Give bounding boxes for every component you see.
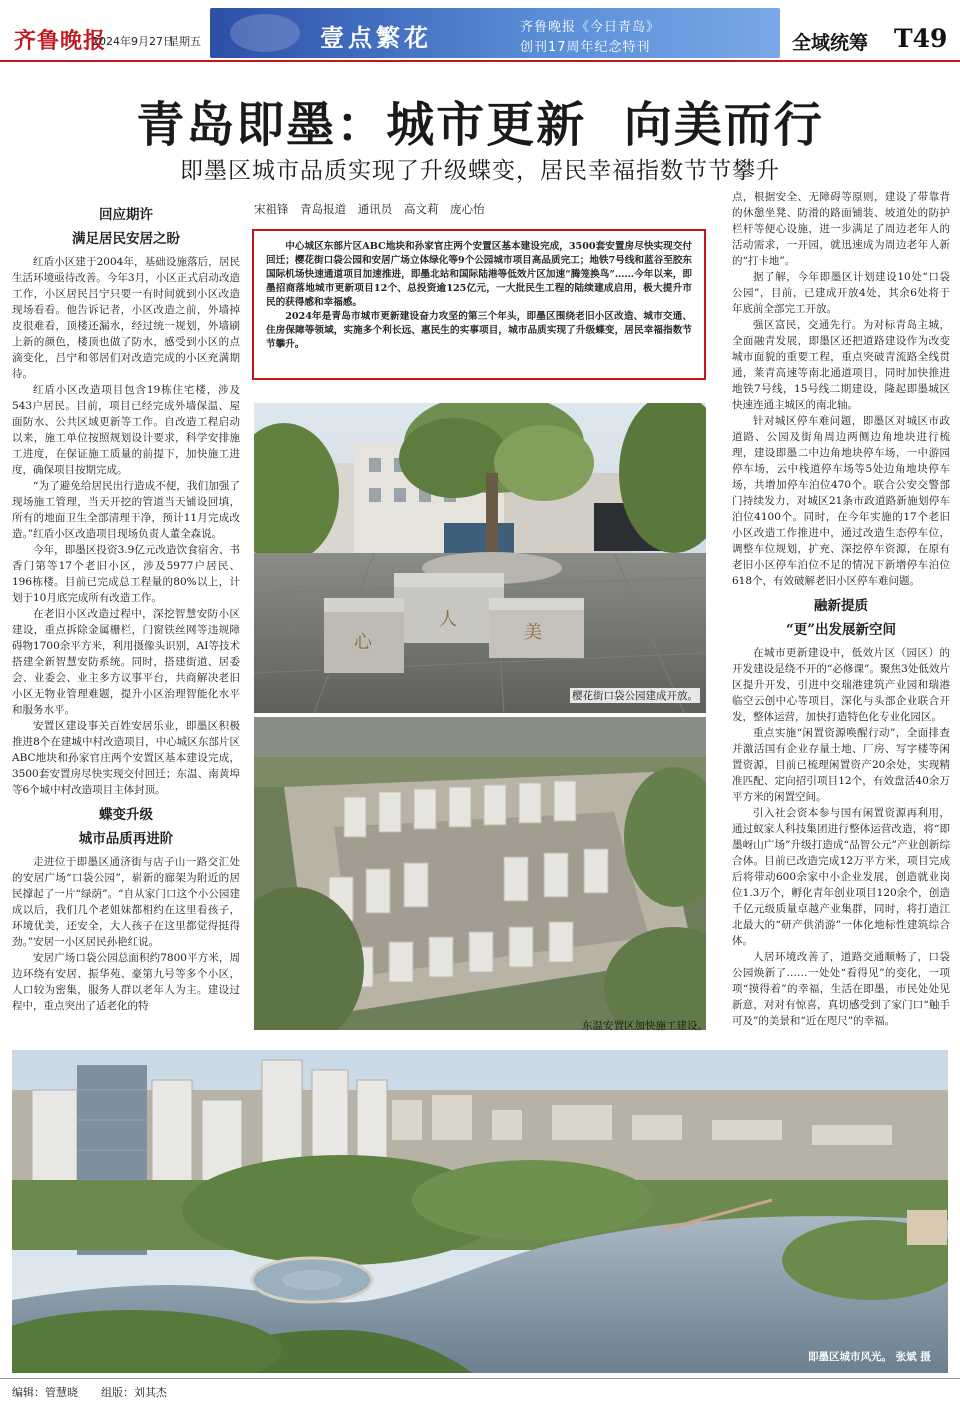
resettlement-aerial-photo — [254, 717, 706, 1030]
paragraph: “为了避免给居民出行造成不便，我们加强了现场施工管理，当天开挖的管道当天铺设回填，所有的地面卫生全部清理干净，预计11月完成改造。”红盾小区改造项目现场负责人董全森说。 — [12, 480, 240, 540]
paragraph: 人居环境改善了，道路交通顺畅了，口袋公园焕新了……一处处“看得见”的变化，一项项“摸得着”的幸福，生活在即墨，市民处处见新意，对对有惊喜，真切感受到了家门口“触手可及”的美景和“近在咫尺”的幸福。 — [732, 951, 950, 1027]
banner-title: 壹点繁花 — [320, 24, 432, 52]
sub-headline: 即墨区城市品质实现了升级蝶变，居民幸福指数节节攀升 — [180, 158, 780, 184]
byline: 宋祖锋 青岛报道 通讯员 高文莉 庞心怡 — [254, 202, 485, 216]
summary-paragraph: 中心城区东部片区ABC地块和孙家官庄两个安置区基本建设完成，3500套安置房尽快实现交付回迁；樱花街口袋公园和安居广场立体绿化等9个公园城市项目高品质完工；地铁7号线和蓝谷至胶东国际机场快速通道项目加速推进，即墨北站和国际陆港等低效片区加速“腾笼换鸟”……今年以来，即墨招商落地城市更新项目12个、总投资逾125亿元，一大批民生工程的陆续建成启用，极大提升市民的获得感和幸福感。 — [266, 241, 692, 308]
summary-paragraph: 2024年是青岛市城市更新建设奋力攻坚的第三个年头，即墨区围绕老旧小区改造、城市交通、住房保障等领域，实施多个利长远、惠民生的实事项目，城市品质实现了升级蝶变，居民幸福指数节节攀升。 — [266, 311, 692, 350]
paragraph: 引入社会资本参与国有闲置资源再利用，通过蚁家人科技集团进行整体运营改造，将“即墨岈山广场”升级打造成“品智公元”产业创新综合体。目前已改造完成12万平方米，项目完成后将带动600余家中小企业发展，创造就业岗位1.3万个，孵化青年创业项目120余个，创造千亿元级质量卓越产业集群，同时，将打造江北最大的“研产供消游”一体化地标性建筑综合体。 — [732, 807, 950, 947]
paper-name: 齐鲁晚报 — [14, 28, 107, 54]
paragraph: 走进位于即墨区通济街与店子山一路交汇处的安居广场“口袋公园”，崭新的廊架为附近的居民撑起了一片“绿荫”。“自从家门口这个小公园建成以后，我们几个老姐妹都相约在这里看孩子，环境优美，还安全，大人孩子在这里都觉得挺得劲。”安居一小区居民孙艳红说。 — [12, 856, 240, 948]
paragraph: 安置区建设事关百姓安居乐业，即墨区积极推进8个在建城中村改造项目，中心城区东部片区ABC地块和孙家官庄两个安置区基本建设完成，3500套安置房尽快实现交付回迁；东温、南黄埠等6个城中村改造项目主体封顶。 — [12, 720, 240, 796]
page-number: T49 — [894, 24, 948, 53]
paragraph: 重点实施“闲置资源唤醒行动”，全面排查并激活国有企业存量土地、厂房、写字楼等闲置资源，目前已梳理闲置资产20余处，实现精准匹配、定向招引项目12个，有效盘活40余万平方米的闲置空间。 — [732, 727, 950, 803]
masthead — [0, 0, 960, 82]
section-subhead: 满足居民安居之盼 — [72, 231, 180, 247]
paragraph: 安居广场口袋公园总面积约7800平方米，周边环绕有安居、振华苑、豪第九号等多个小区，人口较为密集，服务人群以老年人为主。建设过程中，重点突出了适老化的特 — [12, 952, 240, 1012]
section-subhead: 融新提质 — [814, 598, 868, 614]
bench-character: 心 — [354, 632, 372, 653]
footer-rule — [0, 1378, 960, 1379]
bench-character: 美 — [524, 622, 542, 643]
anniversary-banner — [210, 8, 780, 58]
photo-caption: 樱花街口袋公园建成开放。 — [572, 690, 698, 702]
section-subhead: 蝶变升级 — [99, 807, 153, 823]
section-subhead: 城市品质再进阶 — [78, 831, 174, 847]
paragraph: 在城市更新建设中，低效片区（园区）的开发建设是绕不开的“必修课”。聚焦3处低效片区提升开发，引进中交瑞港建筑产业园和瑞港临空云创中心等项目，深化与头部企业联合开发，整体运营，加快打造特色化专业化园区。 — [732, 647, 950, 723]
banner-line1: 齐鲁晚报《今日青岛》 — [520, 20, 661, 35]
paragraph: 在老旧小区改造过程中，深挖智慧安防小区建设，重点拆除金属栅栏，门窗铁丝网等违规障碍物1700余平方米，利用摄像头识别，AI等技术搭建全新智慧安防系统。同时，搭建街道、居委会、业委会、业主多方议事平台，共商解决老旧小区无物业管理难题，提升小区治理智能化水平和服务水平。 — [12, 608, 240, 716]
section-subhead: “更”出发展新空间 — [785, 622, 897, 638]
paragraph: 红盾小区改造项目包含19栋住宅楼，涉及543户居民。目前，项目已经完成外墙保温、屋面防水、公共区域更新等工作。自改造工程启动以来，施工单位按照规划设计要求，科学安排施工进度，在保证施工质量的前提下，加快施工进度，确保项目按期完成。 — [12, 384, 240, 476]
paragraph: 针对城区停车难问题，即墨区对城区市政道路、公园及街角周边两侧边角地块进行梳理，建设即墨二中边角地块停车场，一中游园停车场，云中栈道停车场等5处边角地块停车场，共增加停车泊位470个。联合公安交警部门持续发力，对城区21条市政道路新施划停车泊位4100个。同时，在今年实施的17个老旧小区改造工作推进中，通过改造生态停车位，调整车位规划，扩充、深挖停车资源，在原有老旧小区停车泊位不足的情况下新增停车泊位618个，有效破解老旧小区停车难问题。 — [732, 415, 950, 587]
paragraph: 今年，即墨区投资3.9亿元改造饮食宿舍、书香门第等17个老旧小区，涉及5977户居民、196栋楼。目前已完成总工程量的80%以上，计划于10月底完成所有改造工作。 — [12, 544, 240, 604]
flower-decoration-icon — [230, 14, 300, 52]
masthead-rule — [0, 60, 960, 62]
summary-box — [252, 229, 706, 380]
right-column — [732, 189, 950, 1029]
footer-credits: 编辑：管慧晓 组版：刘其杰 — [12, 1386, 167, 1399]
paragraph: 据了解，今年即墨区计划建设10处“口袋公园”，目前，已建成开放4处，其余6处将于年底前全部完工开放。 — [732, 271, 950, 315]
pocket-park-image — [254, 403, 706, 713]
section-name: 全域统筹 — [792, 32, 869, 54]
city-panorama-photo — [12, 1050, 948, 1373]
paragraph: 强区富民，交通先行。为对标青岛主城，全面融青发展，即墨区还把道路建设作为改变城市面貌的重要工程，重点突破青流路全线贯通，莱青高速等南北通道项目，同时加快推进地铁7号线，15号线二期建设，隆起即墨城区快速连通主城区的南北轴。 — [732, 319, 950, 411]
city-panorama-image — [12, 1050, 948, 1373]
issue-weekday: 星期五 — [168, 35, 201, 48]
main-headline: 青岛即墨：城市更新 向美而行 — [136, 97, 824, 153]
issue-date: 2024年9月27日 — [92, 35, 174, 48]
pocket-park-photo — [254, 403, 706, 713]
paragraph: 点，根据安全、无障碍等原则，建设了带靠背的休憩坐凳、防滑的路面铺装、坡道处的防护栏杆等便心设施，进一步满足了周边老年人的活动需求，一开园，就迅速成为周边老年人新的“打卡地”。 — [732, 191, 950, 267]
resettlement-aerial-image — [254, 717, 706, 1030]
bench-character: 人 — [439, 609, 457, 630]
left-column — [12, 204, 240, 1014]
photo-caption: 东温安置区加快施工建设。 — [582, 1020, 708, 1032]
section-subhead: 回应期许 — [99, 207, 153, 223]
photo-caption: 即墨区城市风光。 张斌 摄 — [808, 1351, 931, 1363]
banner-line2: 创刊17周年纪念特刊 — [520, 40, 651, 55]
paragraph: 红盾小区建于2004年，基础设施落后，居民生活环境亟待改善。今年3月，小区正式启动改造工作，小区居民吕宁只要一有时间就到小区改造现场看看。他告诉记者，小区改造之前，外墙掉皮很难看，顶楼还漏水，经过统一规划，外墙刷上新的颜色，楼顶也做了防水，感受到小区的点滴变化，吕宁和邻居们对改造完成的小区充满期待。 — [12, 256, 240, 380]
